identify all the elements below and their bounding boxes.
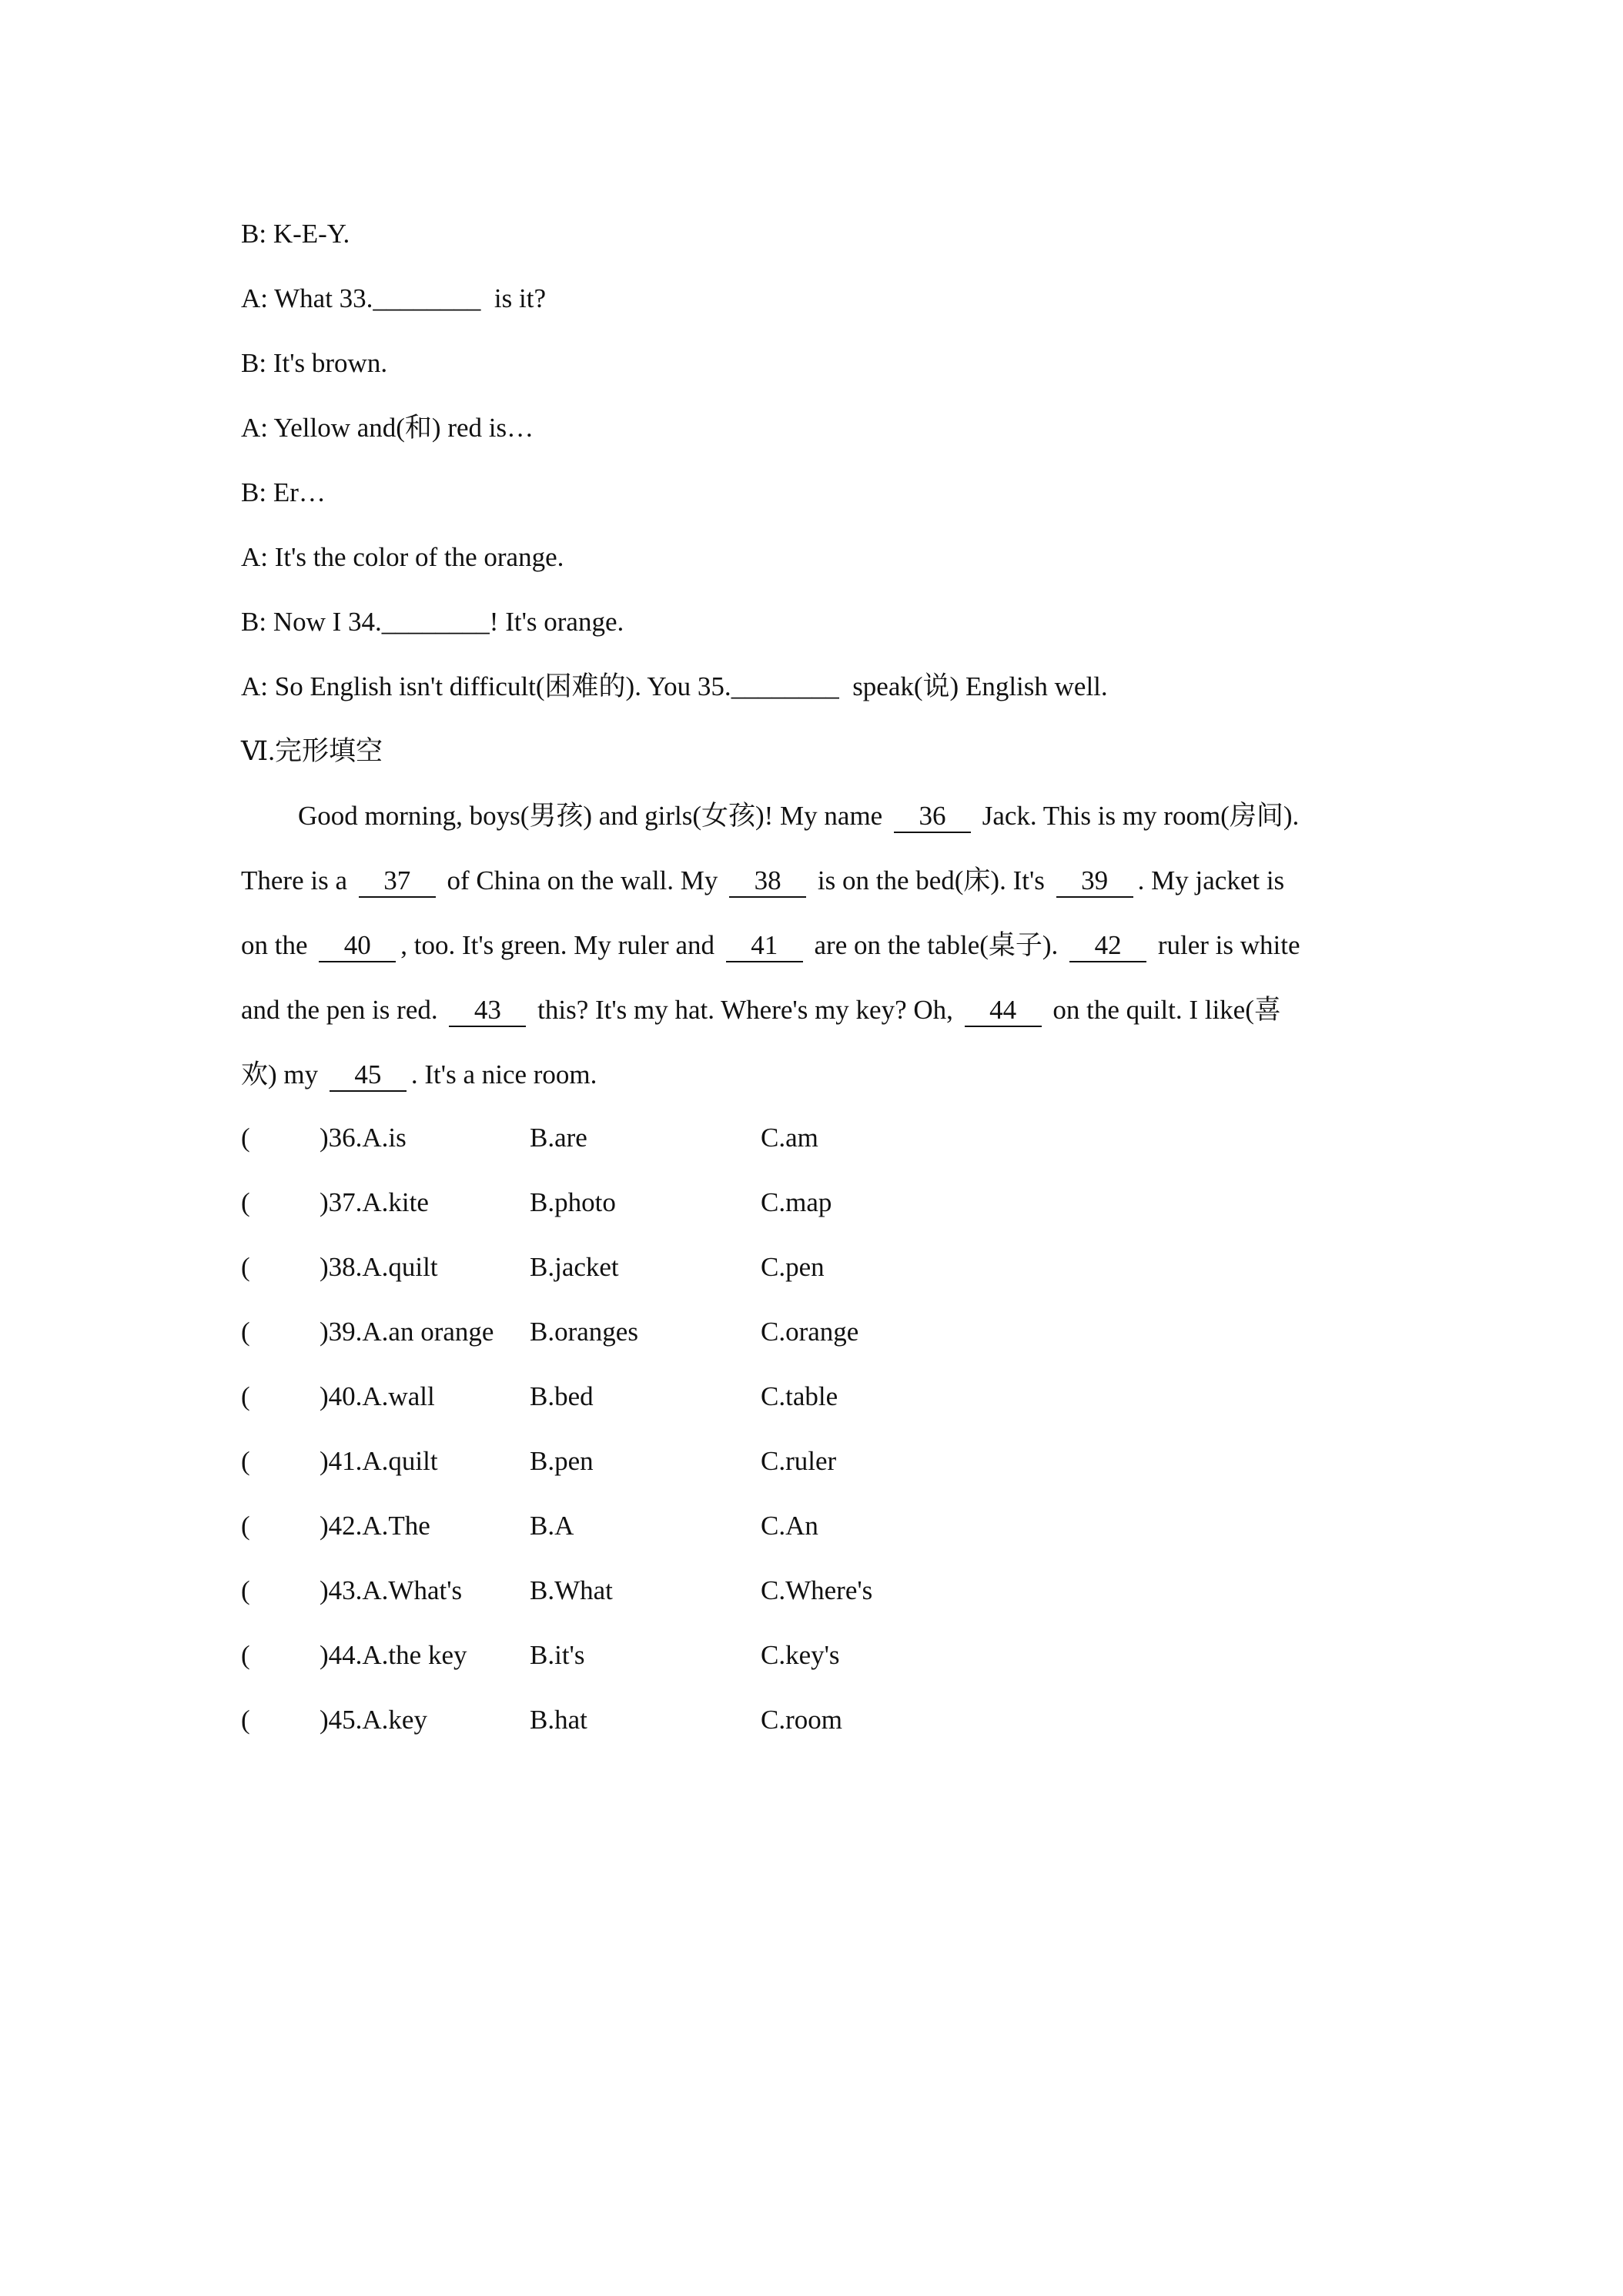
answer-bracket[interactable]: ( xyxy=(241,1381,250,1411)
dialogue-line: A: What 33.________ is it? xyxy=(241,283,546,313)
option-b: B.photo xyxy=(530,1187,616,1217)
answer-options xyxy=(241,1116,1165,1763)
answer-bracket[interactable]: ( xyxy=(241,1575,250,1605)
cloze-blank-42[interactable]: 42 xyxy=(1069,930,1146,962)
cloze-blank-41[interactable]: 41 xyxy=(726,930,803,962)
option-c: C.key's xyxy=(761,1640,840,1670)
option-b: B.hat xyxy=(530,1705,587,1735)
dialogue-section xyxy=(241,213,1473,730)
option-a: )40.A.wall xyxy=(320,1381,435,1411)
option-c: C.pen xyxy=(761,1252,825,1282)
answer-blank-34[interactable]: ________ xyxy=(381,607,490,637)
dialogue-line: B: K-E-Y. xyxy=(241,219,350,249)
option-c: C.Where's xyxy=(761,1575,873,1605)
option-a: )44.A.the key xyxy=(320,1640,467,1670)
option-row-40 xyxy=(241,1375,1165,1440)
dialogue-line: A: So English isn't difficult(困难的). You 35.________ speak(说) English well. xyxy=(241,671,1108,701)
cloze-passage xyxy=(241,795,1396,1118)
option-row-36 xyxy=(241,1116,1165,1181)
option-a: )45.A.key xyxy=(320,1705,427,1735)
option-row-39 xyxy=(241,1310,1165,1375)
option-a: )42.A.The xyxy=(320,1511,430,1541)
dialogue-line: A: It's the color of the orange. xyxy=(241,542,564,572)
cloze-blank-45[interactable]: 45 xyxy=(330,1059,407,1092)
option-a: )37.A.kite xyxy=(320,1187,429,1217)
option-row-42 xyxy=(241,1504,1165,1569)
dialogue-line: B: Er… xyxy=(241,477,326,507)
option-c: C.map xyxy=(761,1187,832,1217)
answer-bracket[interactable]: ( xyxy=(241,1446,250,1476)
cloze-blank-40[interactable]: 40 xyxy=(319,930,396,962)
option-b: B.pen xyxy=(530,1446,594,1476)
option-a: )39.A.an orange xyxy=(320,1317,494,1347)
option-c: C.ruler xyxy=(761,1446,837,1476)
section-title: Ⅵ.完形填空 xyxy=(241,736,383,766)
option-row-44 xyxy=(241,1634,1165,1699)
cloze-blank-37[interactable]: 37 xyxy=(359,865,436,898)
answer-bracket[interactable]: ( xyxy=(241,1317,250,1347)
option-row-37 xyxy=(241,1181,1165,1246)
option-c: C.An xyxy=(761,1511,818,1541)
option-b: B.it's xyxy=(530,1640,585,1670)
answer-bracket[interactable]: ( xyxy=(241,1252,250,1282)
option-b: B.jacket xyxy=(530,1252,619,1282)
option-b: B.A xyxy=(530,1511,574,1541)
answer-bracket[interactable]: ( xyxy=(241,1511,250,1541)
cloze-blank-39[interactable]: 39 xyxy=(1056,865,1133,898)
dialogue-line: A: Yellow and(和) red is… xyxy=(241,413,534,443)
passage-line: There is a 37 of China on the wall. My 38 is on the bed(床). It's 39 . My jacket is xyxy=(241,859,1396,924)
option-b: B.What xyxy=(530,1575,613,1605)
option-b: B.are xyxy=(530,1123,587,1153)
passage-line: on the 40 , too. It's green. My ruler and 41 are on the table(桌子). 42 ruler is white xyxy=(241,924,1396,989)
option-b: B.oranges xyxy=(530,1317,638,1347)
option-a: )41.A.quilt xyxy=(320,1446,438,1476)
option-a: )43.A.What's xyxy=(320,1575,463,1605)
passage-line: 欢) my 45 . It's a nice room. xyxy=(241,1053,1396,1118)
answer-blank-33[interactable]: ________ xyxy=(373,283,481,313)
option-row-38 xyxy=(241,1246,1165,1310)
option-row-45 xyxy=(241,1699,1165,1763)
option-a: )38.A.quilt xyxy=(320,1252,438,1282)
cloze-blank-38[interactable]: 38 xyxy=(729,865,806,898)
option-c: C.orange xyxy=(761,1317,859,1347)
dialogue-line: B: Now I 34.________! It's orange. xyxy=(241,607,624,637)
answer-blank-35[interactable]: ________ xyxy=(731,671,839,701)
passage-line: Good morning, boys(男孩) and girls(女孩)! My name 36 Jack. This is my room(房间). xyxy=(241,795,1396,859)
cloze-blank-36[interactable]: 36 xyxy=(894,801,971,833)
option-c: C.table xyxy=(761,1381,838,1411)
option-row-41 xyxy=(241,1440,1165,1504)
option-row-43 xyxy=(241,1569,1165,1634)
cloze-blank-44[interactable]: 44 xyxy=(965,995,1042,1027)
cloze-blank-43[interactable]: 43 xyxy=(449,995,526,1027)
answer-bracket[interactable]: ( xyxy=(241,1640,250,1670)
option-b: B.bed xyxy=(530,1381,594,1411)
answer-bracket[interactable]: ( xyxy=(241,1123,250,1153)
option-c: C.room xyxy=(761,1705,842,1735)
answer-bracket[interactable]: ( xyxy=(241,1187,250,1217)
option-a: )36.A.is xyxy=(320,1123,407,1153)
dialogue-line: B: It's brown. xyxy=(241,348,388,378)
answer-bracket[interactable]: ( xyxy=(241,1705,250,1735)
passage-line: and the pen is red. 43 this? It's my hat. Where's my key? Oh, 44 on the quilt. I like(喜 xyxy=(241,989,1396,1053)
option-c: C.am xyxy=(761,1123,818,1153)
